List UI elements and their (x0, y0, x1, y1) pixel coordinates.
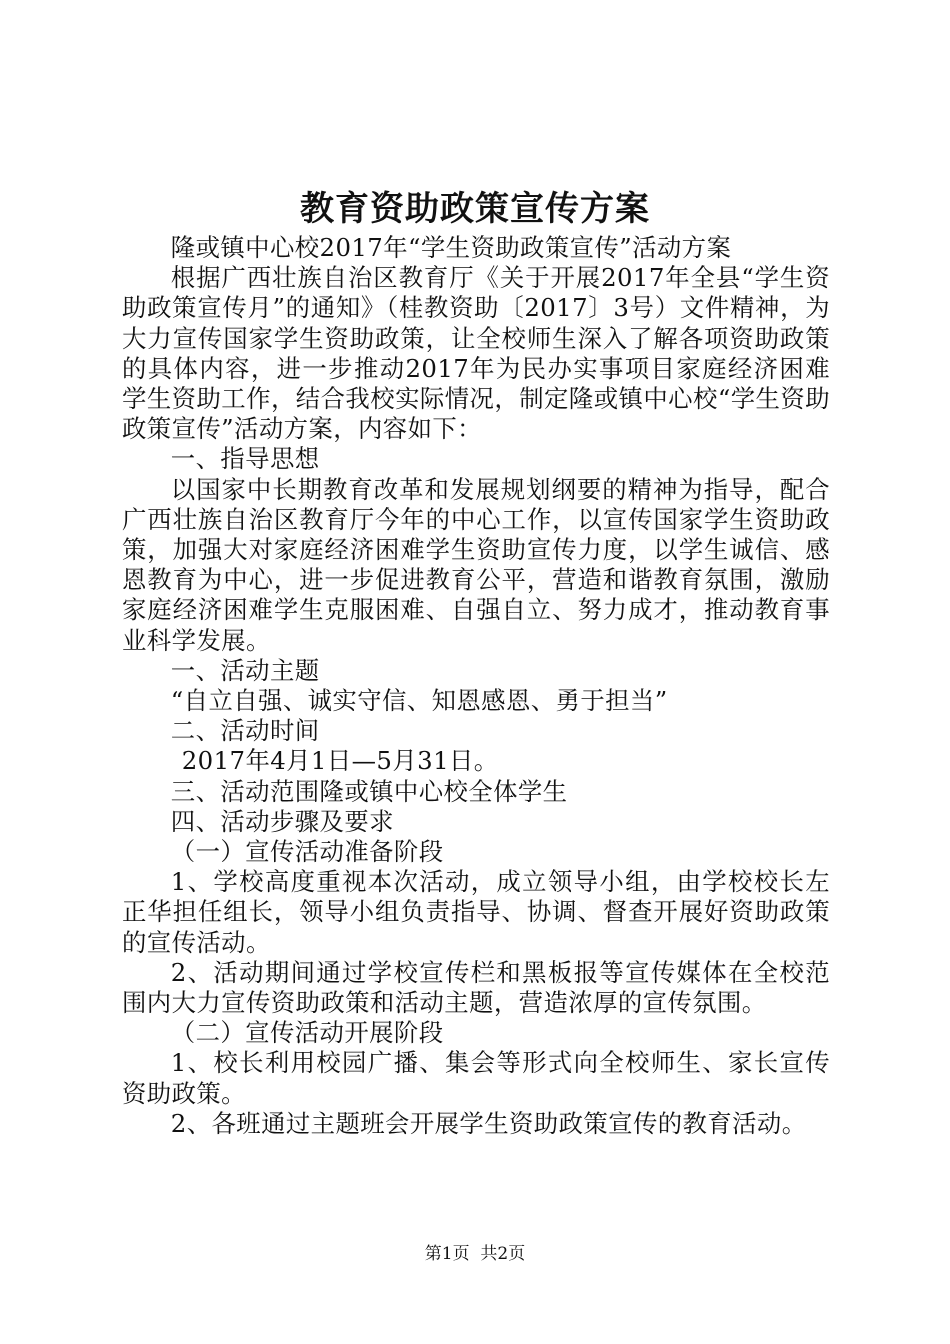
paragraph-preparation-1: 1、学校高度重视本次活动，成立领导小组，由学校校长左正华担任组长，领导小组负责指导、协调、督查开展好资助政策的宣传活动。 (122, 867, 830, 957)
paragraph-activity-theme: “自立自强、诚实守信、知恩感恩、勇于担当” (170, 686, 668, 716)
paragraph-intro: 根据广西壮族自治区教育厅《关于开展2017年全县“学生资助政策宣传月”的通知》（桂教资助〔2017〕3号）文件精神，为大力宣传国家学生资助政策，让全校师生深入了解各项资助政策的具体内容，进一步推动2017年为民办实事项目家庭经济困难学生资助工作，结合我校实际情况，制定隆或镇中心校“学生资助政策宣传”活动方案，内容如下： (122, 263, 830, 444)
page-number: 第1页 (424, 1244, 470, 1264)
document-body (122, 233, 830, 1139)
heading-activity-time: 二、活动时间 (170, 716, 320, 746)
paragraph-subtitle: 隆或镇中心校2017年“学生资助政策宣传”活动方案 (170, 233, 732, 262)
document-title: 教育资助政策宣传方案 (300, 189, 650, 229)
heading-activity-theme: 一、活动主题 (170, 655, 320, 685)
heading-guiding-thought: 一、指导思想 (170, 444, 320, 474)
heading-preparation-stage: （一）宣传活动准备阶段 (170, 837, 444, 867)
paragraph-preparation-2: 2、活动期间通过学校宣传栏和黑板报等宣传媒体在全校范围内大力宣传资助政策和活动主题，营造浓厚的宣传氛围。 (122, 957, 830, 1018)
heading-activity-scope: 三、活动范围隆或镇中心校全体学生 (170, 776, 568, 806)
page-total: 共2页 (480, 1244, 526, 1264)
paragraph-guiding-thought: 以国家中长期教育改革和发展规划纲要的精神为指导，配合广西壮族自治区教育厅今年的中心工作，以宣传国家学生资助政策，加强大对家庭经济困难学生资助宣传力度，以学生诚信、感恩教育为中心，进一步促进教育公平，营造和谐教育氛围，激励家庭经济困难学生克服困难、自强自立、努力成才，推动教育事业科学发展。 (122, 474, 830, 655)
heading-activity-steps: 四、活动步骤及要求 (170, 806, 394, 836)
paragraph-execution-2: 2、各班通过主题班会开展学生资助政策宣传的教育活动。 (170, 1108, 807, 1138)
page-footer (0, 1243, 950, 1265)
paragraph-activity-time: 2017年4月1日—5月31日。 (181, 746, 499, 776)
heading-execution-stage: （二）宣传活动开展阶段 (170, 1018, 444, 1048)
paragraph-execution-1: 1、校长利用校园广播、集会等形式向全校师生、家长宣传资助政策。 (122, 1048, 830, 1108)
